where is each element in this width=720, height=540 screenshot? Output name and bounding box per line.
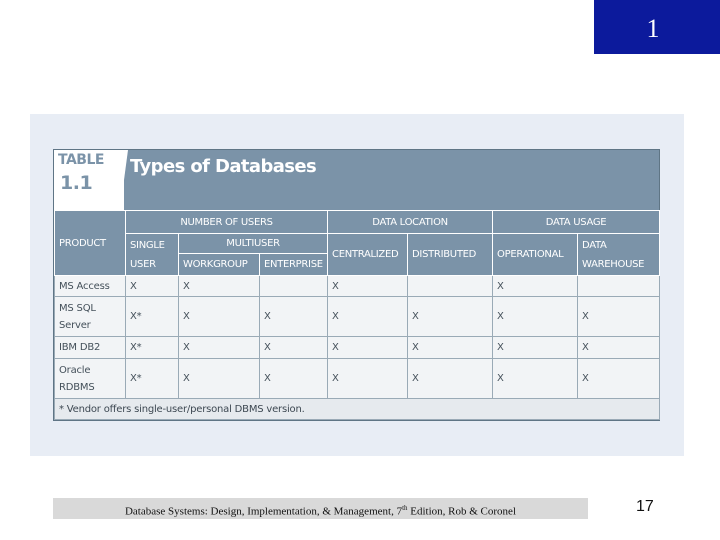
cell-operational: X: [493, 337, 578, 359]
header-workgroup: WORKGROUP: [179, 254, 260, 276]
header-multiuser: MULTIUSER: [179, 234, 328, 254]
cell-distributed: [408, 276, 493, 297]
header-product: PRODUCT: [55, 211, 126, 276]
cell-workgroup: X: [179, 276, 260, 297]
table-tab: [54, 150, 124, 210]
cell-product: MS Access: [55, 276, 126, 297]
cell-distributed: X: [408, 337, 493, 359]
header-data-usage: DATA USAGE: [493, 211, 660, 234]
cell-product: MS SQL Server: [55, 297, 126, 337]
table-footnote: * Vendor offers single-user/personal DBMS version.: [55, 399, 660, 420]
header-row-2: [55, 234, 660, 254]
cell-operational: X: [493, 276, 578, 297]
table-tab-label: TABLE: [58, 152, 104, 168]
cell-data-warehouse: X: [578, 337, 660, 359]
page-number: 17: [636, 498, 654, 515]
cell-enterprise: [260, 276, 328, 297]
cell-workgroup: X: [179, 359, 260, 399]
cell-product: IBM DB2: [55, 337, 126, 359]
slide-caption: [53, 498, 588, 519]
header-distributed: DISTRIBUTED: [408, 234, 493, 276]
cell-data-warehouse: [578, 276, 660, 297]
table-row: [55, 276, 660, 297]
table-row: [55, 297, 660, 337]
cell-workgroup: X: [179, 297, 260, 337]
slide-number-badge: [594, 0, 720, 54]
header-operational: OPERATIONAL: [493, 234, 578, 276]
cell-centralized: X: [328, 359, 408, 399]
table-tab-number: 1.1: [60, 172, 93, 194]
cell-single-user: X: [126, 276, 179, 297]
cell-product: Oracle RDBMS: [55, 359, 126, 399]
cell-centralized: X: [328, 337, 408, 359]
header-single-user: SINGLE USER: [126, 234, 179, 276]
header-data-warehouse: DATA WAREHOUSE: [578, 234, 660, 276]
cell-single-user: X*: [126, 297, 179, 337]
header-data-location: DATA LOCATION: [328, 211, 493, 234]
header-enterprise: ENTERPRISE: [260, 254, 328, 276]
caption-superscript: th: [402, 504, 408, 512]
cell-distributed: X: [408, 359, 493, 399]
cell-operational: X: [493, 297, 578, 337]
header-row-1: [55, 211, 660, 234]
types-of-databases-table: [53, 149, 660, 421]
table-tab-notch: [120, 150, 128, 210]
header-number-of-users: NUMBER OF USERS: [126, 211, 328, 234]
table-title-bar: [54, 150, 659, 210]
table-footnote-row: [55, 399, 660, 420]
cell-single-user: X*: [126, 337, 179, 359]
table-row: [55, 337, 660, 359]
caption-text: Database Systems: Design, Implementation, & Management, 7: [124, 505, 403, 518]
cell-enterprise: X: [260, 359, 328, 399]
cell-workgroup: X: [179, 337, 260, 359]
caption-text-end: Edition, Rob & Coronel: [407, 505, 517, 518]
cell-centralized: X: [328, 276, 408, 297]
cell-data-warehouse: X: [578, 297, 660, 337]
cell-distributed: X: [408, 297, 493, 337]
cell-enterprise: X: [260, 337, 328, 359]
slide-badge-text: 1: [646, 14, 660, 43]
cell-enterprise: X: [260, 297, 328, 337]
database-grid: [54, 210, 660, 420]
cell-operational: X: [493, 359, 578, 399]
header-centralized: CENTRALIZED: [328, 234, 408, 276]
cell-single-user: X*: [126, 359, 179, 399]
table-title: Types of Databases: [130, 156, 317, 177]
cell-data-warehouse: X: [578, 359, 660, 399]
cell-centralized: X: [328, 297, 408, 337]
table-row: [55, 359, 660, 399]
